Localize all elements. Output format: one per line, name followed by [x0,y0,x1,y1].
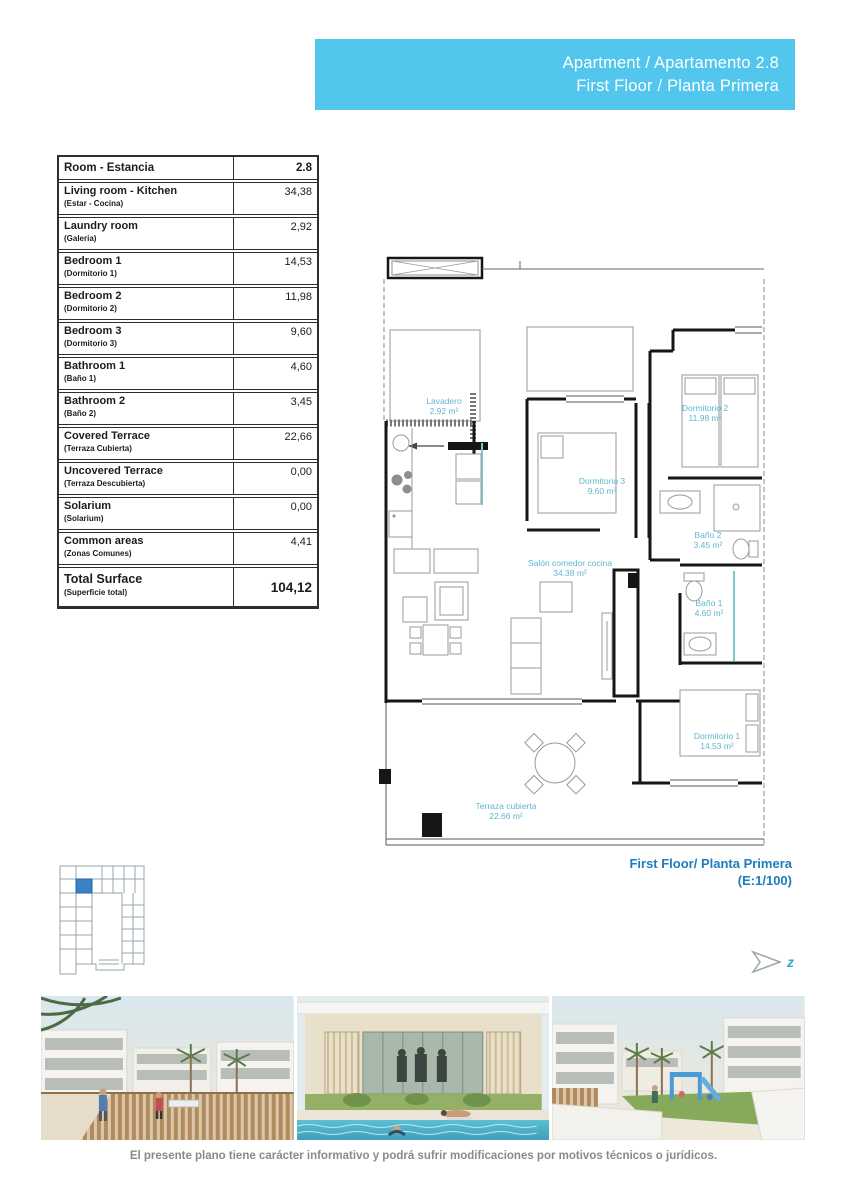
plan-caption-title: First Floor/ Planta Primera [629,856,792,871]
table-row [59,532,317,565]
table-header-label: Room - Estancia [64,162,155,174]
plan-caption-scale: (E:1/100) [737,873,792,888]
table-row [59,252,317,285]
total-value: 104,12 [233,568,317,606]
table-header-value: 2.8 [233,157,317,179]
room-label-bano2: Baño 2 [694,530,722,540]
apartment-title: Apartment / Apartamento 2.8 [562,53,779,72]
floor-title: First Floor / Planta Primera [576,76,779,95]
surface-table [57,155,319,609]
floor-plan [378,253,795,853]
row-sublabel: (Terraza Cubierta) [64,444,132,453]
room-area-dormitorio3: 9.60 m² [587,486,617,496]
table-row [59,392,317,425]
room-label-lavadero: Lavadero [426,396,462,406]
row-value: 4,60 [233,358,317,389]
row-label: Covered Terrace [64,430,151,442]
row-label: Bedroom 1 [64,255,122,267]
table-row [59,427,317,460]
row-sublabel: (Baño 2) [64,409,96,418]
row-value: 9,60 [233,323,317,354]
photo-playground [552,996,805,1140]
room-area-terraza: 22.66 m² [489,811,523,821]
north-arrow-icon [750,948,806,976]
floor-plan-drawing [378,253,795,853]
row-label: Bedroom 3 [64,325,122,337]
row-sublabel: (Estar - Cocina) [64,199,124,208]
row-sublabel: (Dormitorio 1) [64,269,117,278]
plan-caption [500,855,792,889]
room-label-terraza: Terraza cubierta [475,801,537,811]
row-value: 11,98 [233,288,317,319]
room-label-dormitorio1: Dormitorio 1 [693,731,741,741]
table-row [59,462,317,495]
row-value: 14,53 [233,253,317,284]
table-row [59,287,317,320]
row-label: Uncovered Terrace [64,465,163,477]
row-label: Solarium [64,500,112,512]
site-locator-plan [45,857,175,985]
room-area-bano2: 3.45 m² [693,540,723,550]
row-sublabel: (Dormitorio 2) [64,304,117,313]
room-area-salon: 34.38 m² [553,568,587,578]
table-total-row [59,567,317,607]
row-value: 4,41 [233,533,317,564]
room-label-salon: Salón comedor cocina [527,558,613,568]
room-area-bano1: 4.60 m² [694,608,724,618]
room-area-dormitorio2: 11.98 m² [688,413,722,423]
table-row [59,497,317,530]
row-label: Bathroom 1 [64,360,126,372]
table-row [59,357,317,390]
render-photos [41,996,805,1140]
title-banner [315,39,795,110]
row-label: Bathroom 2 [64,395,126,407]
row-sublabel: (Galeria) [64,234,97,243]
table-row [59,182,317,215]
table-row [59,217,317,250]
total-sublabel: (Superficie total) [64,588,128,597]
row-value: 0,00 [233,498,317,529]
row-sublabel: (Dormitorio 3) [64,339,117,348]
highlighted-unit [76,879,92,893]
north-letter: z [787,954,794,970]
row-sublabel: (Terraza Descubierta) [64,479,146,488]
total-label: Total Surface [64,572,143,586]
row-value: 0,00 [233,463,317,494]
row-sublabel: (Solarium) [64,514,104,523]
disclaimer-text: El presente plano tiene carácter informativo y podrá sufrir modificaciones por motivos técnicos o jurídicos. [129,1150,718,1162]
photo-exterior-promenade [41,996,294,1140]
room-area-dormitorio1: 14.53 m² [700,741,734,751]
row-label: Living room - Kitchen [64,185,178,197]
row-value: 3,45 [233,393,317,424]
row-value: 2,92 [233,218,317,249]
table-header [59,157,317,180]
table-row [59,322,317,355]
row-label: Bedroom 2 [64,290,122,302]
row-label: Common areas [64,535,144,547]
row-value: 34,38 [233,183,317,214]
row-label: Laundry room [64,220,138,232]
room-label-dormitorio3: Dormitorio 3 [578,476,626,486]
photo-pool-gym [297,996,550,1140]
room-label-bano1: Baño 1 [695,598,723,608]
row-sublabel: (Baño 1) [64,374,96,383]
row-value: 22,66 [233,428,317,459]
row-sublabel: (Zonas Comunes) [64,549,132,558]
room-label-dormitorio2: Dormitorio 2 [681,403,729,413]
room-area-lavadero: 2.92 m² [429,406,459,416]
